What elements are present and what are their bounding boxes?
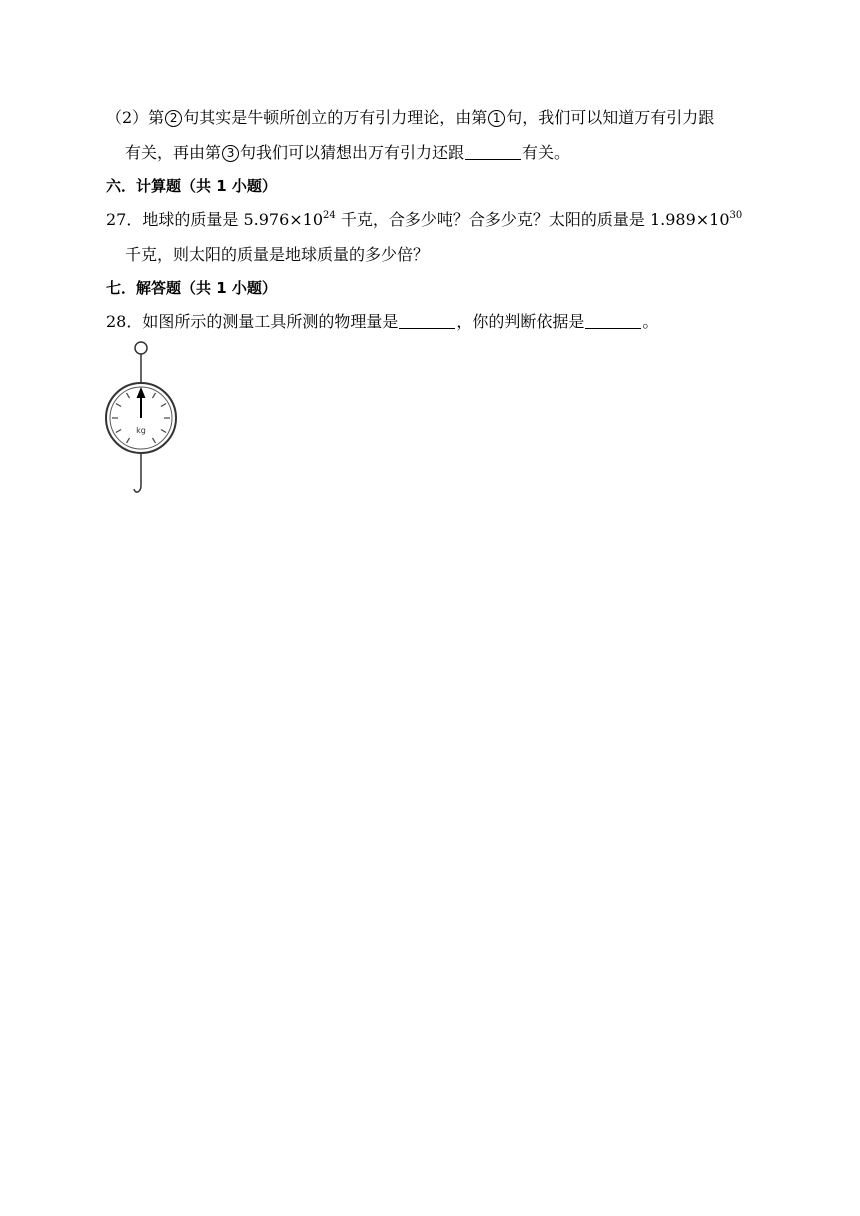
exponent: 24 (323, 210, 336, 221)
q27-text: 千克，合多少吨？合多少克？太阳的质量是 1.989×10 (335, 210, 730, 229)
q26-text: 有关，再由第 (125, 143, 222, 162)
q27-text: 地球的质量是 5.976×10 (142, 210, 324, 229)
question-number: 27． (106, 210, 143, 229)
q26-text: 有关。 (522, 143, 571, 162)
circled-number-3: 3 (222, 145, 239, 162)
answer-blank[interactable] (585, 328, 641, 329)
answer-blank[interactable] (465, 159, 521, 160)
q26-part2-label: （2）第 (106, 108, 165, 127)
q26-part2-line1 (106, 110, 714, 127)
q28-text: ，你的判断依据是 (456, 312, 585, 331)
hook-icon (134, 485, 141, 492)
section-heading-7: 七．解答题（共 1 小题） (106, 279, 277, 297)
q28-text: 。 (642, 312, 659, 331)
q28-line (106, 314, 658, 330)
unit-label: kg (136, 426, 146, 435)
q26-text: 句我们可以猜想出万有引力还跟 (240, 143, 465, 162)
q27-line1 (106, 212, 742, 228)
q27-line2: 千克，则太阳的质量是地球质量的多少倍？ (125, 245, 430, 264)
q28-text: 如图所示的测量工具所测的物理量是 (142, 312, 399, 331)
top-ring (135, 342, 147, 354)
answer-blank[interactable] (399, 328, 455, 329)
circled-number-1: 1 (488, 110, 505, 127)
q26-part2-line2 (125, 145, 570, 162)
q26-text: 句其实是牛顿所创立的万有引力理论，由第 (183, 108, 488, 127)
exponent: 30 (729, 210, 743, 221)
q26-text: 句，我们可以知道万有引力跟 (506, 108, 715, 127)
circled-number-2: 2 (165, 110, 182, 127)
section-heading-6: 六．计算题（共 1 小题） (106, 177, 277, 195)
question-number: 28． (106, 312, 143, 331)
spring-scale-figure (100, 338, 180, 498)
